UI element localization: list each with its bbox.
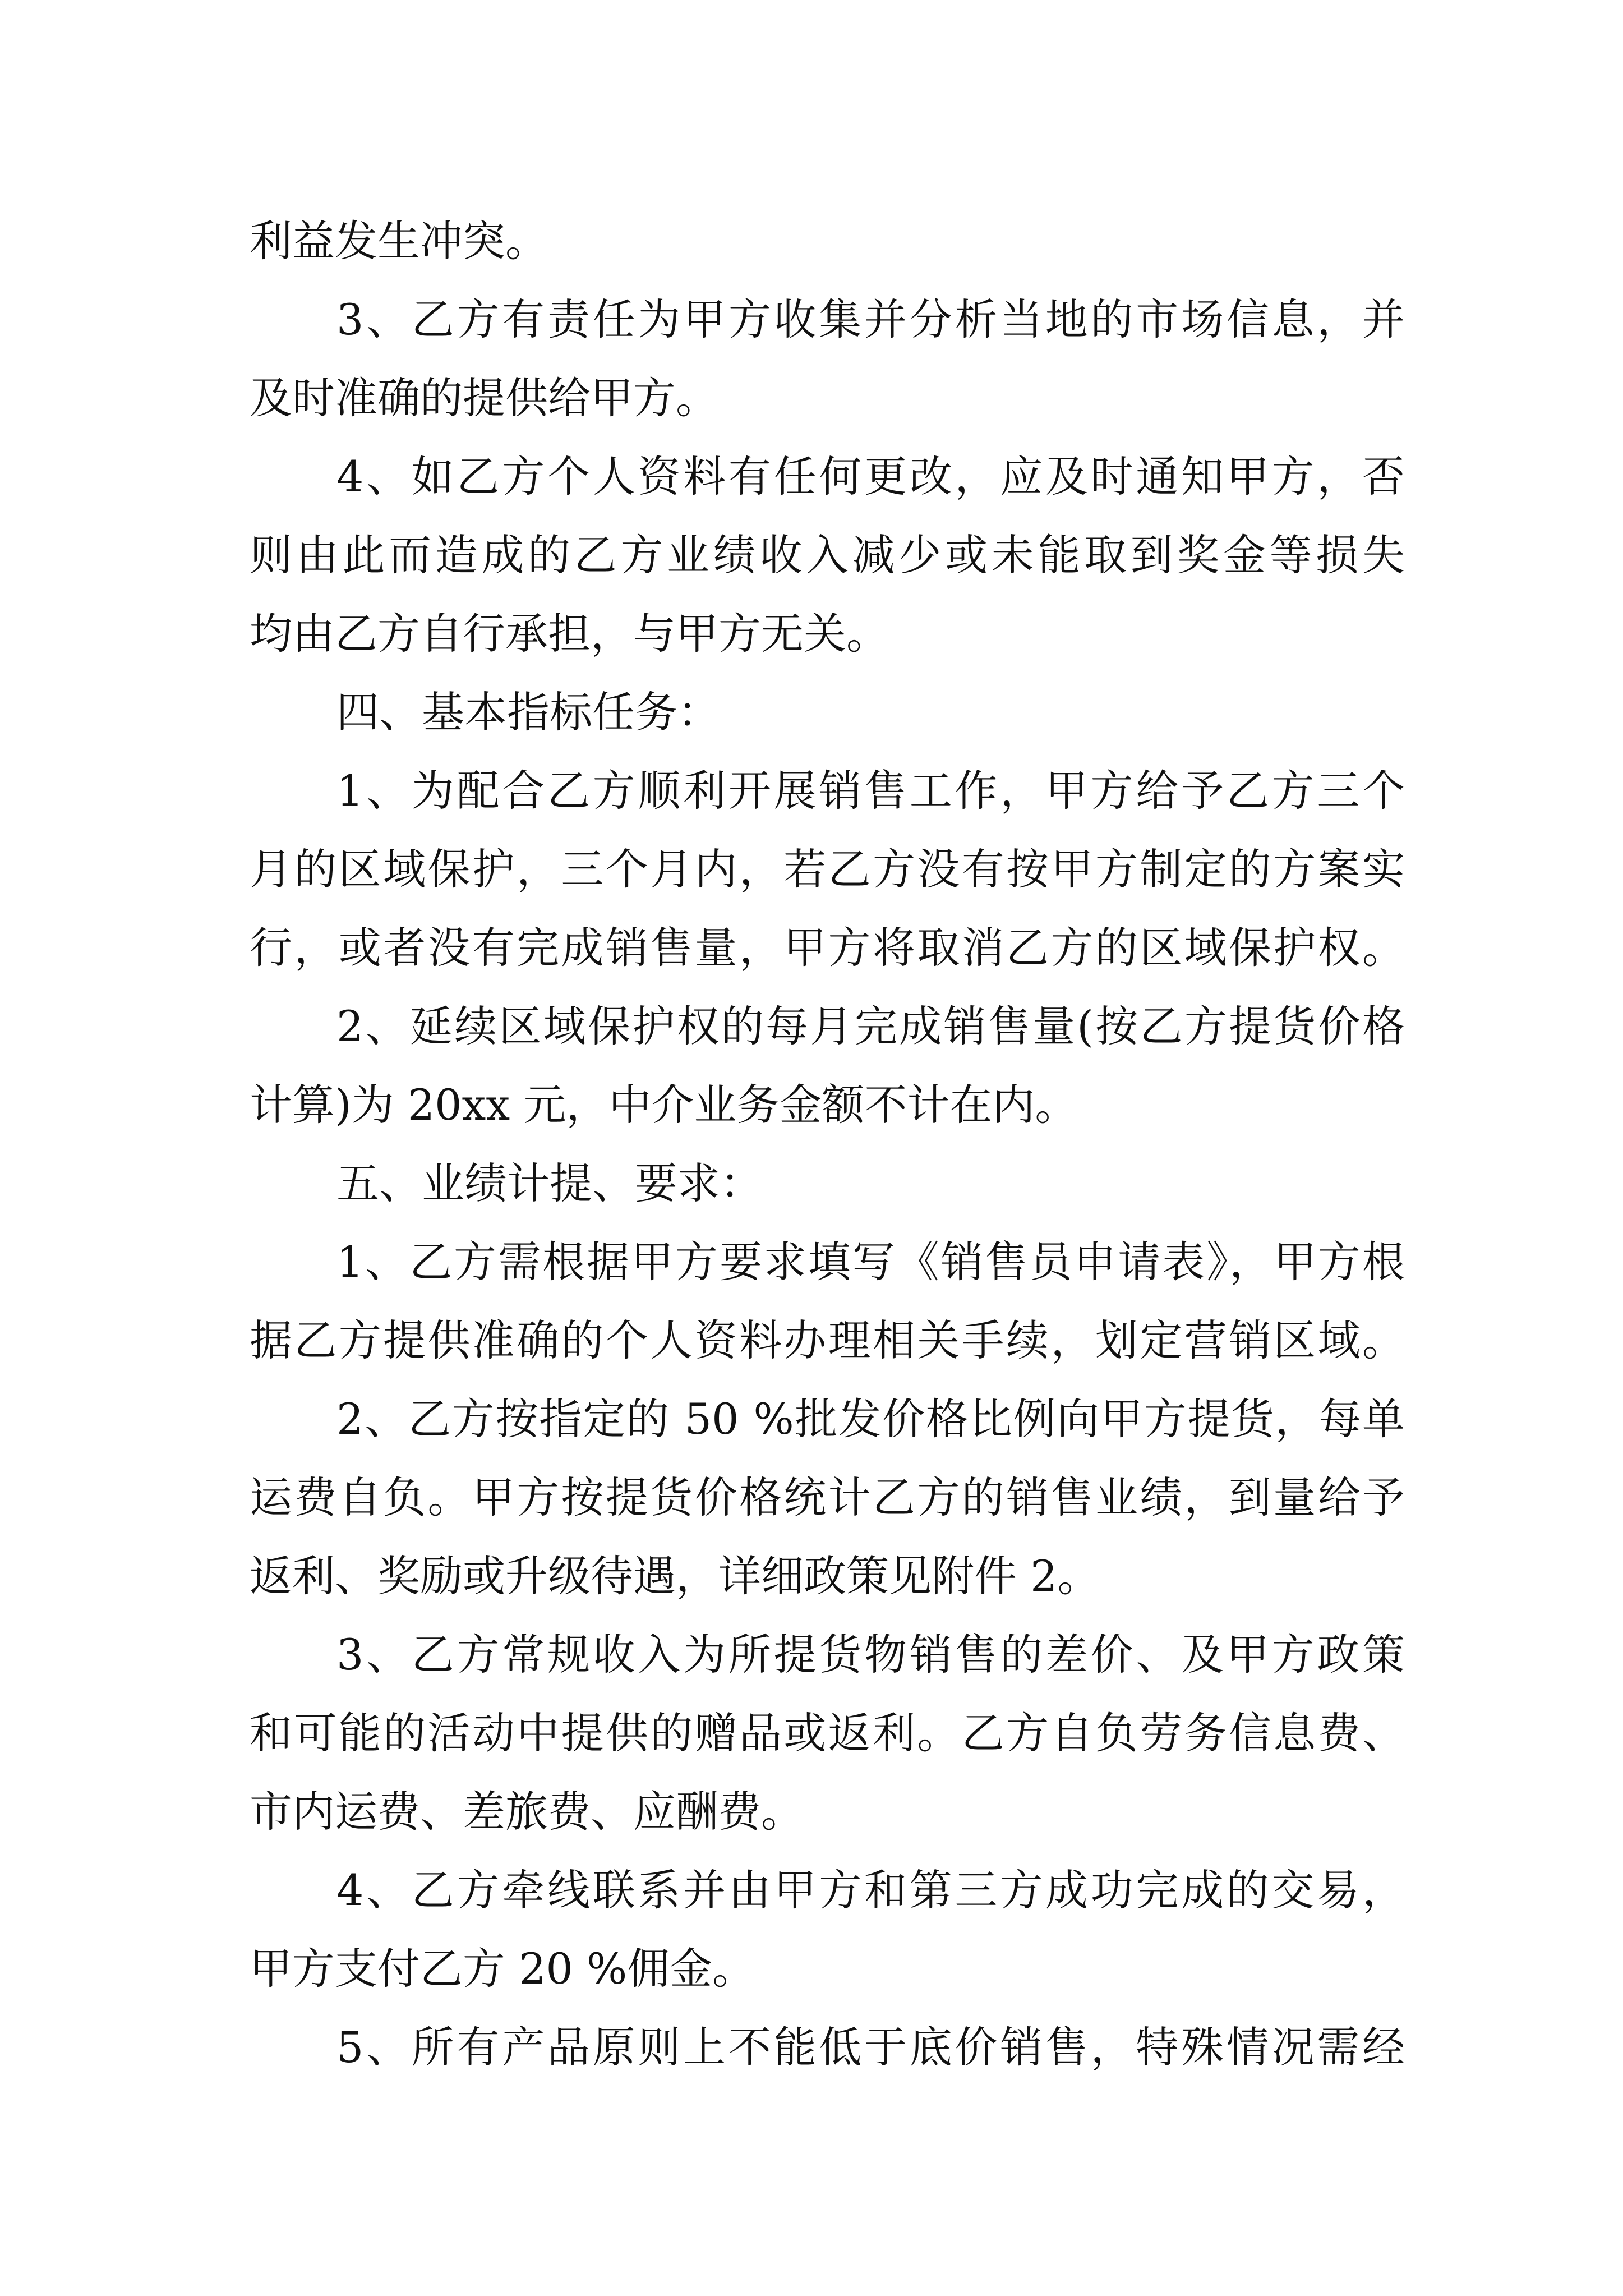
text-line: 1、乙方需根据甲方要求填写《销售员申请表》，甲方根	[336, 1237, 1405, 1287]
section-heading: 四、基本指标任务：	[336, 687, 720, 737]
text-line: 2、延续区域保护权的每月完成销售量(按乙方提货价格	[336, 1001, 1405, 1051]
text-line: 均由乙方自行承担，与甲方无关。	[250, 609, 889, 659]
text-line: 月的区域保护，三个月内，若乙方没有按甲方制定的方案实	[250, 844, 1405, 894]
text-line: 4、如乙方个人资料有任何更改，应及时通知甲方，否	[336, 452, 1405, 501]
text-line: 则由此而造成的乙方业绩收入减少或未能取到奖金等损失	[250, 530, 1405, 580]
text-line: 利益发生冲突。	[250, 216, 548, 266]
section-heading: 五、业绩计提、要求：	[336, 1158, 763, 1208]
text-line: 5、所有产品原则上不能低于底价销售，特殊情况需经	[336, 2022, 1405, 2072]
text-line: 和可能的活动中提供的赠品或返利。乙方自负劳务信息费、	[250, 1708, 1405, 1758]
text-line: 计算)为 20xx 元，中介业务金额不计在内。	[250, 1080, 1078, 1130]
text-line: 行，或者没有完成销售量，甲方将取消乙方的区域保护权。	[250, 923, 1405, 973]
text-line: 返利、奖励或升级待遇，详细政策见附件 2。	[250, 1551, 1100, 1601]
text-line: 4、乙方牵线联系并由甲方和第三方成功完成的交易，	[336, 1865, 1405, 1915]
text-line: 运费自负。甲方按提货价格统计乙方的销售业绩，到量给予	[250, 1473, 1405, 1522]
text-line: 2、乙方按指定的 50 %批发价格比例向甲方提货，每单	[336, 1394, 1405, 1444]
text-line: 及时准确的提供给甲方。	[250, 373, 718, 423]
text-line: 1、为配合乙方顺利开展销售工作，甲方给予乙方三个	[336, 766, 1405, 816]
text-line: 据乙方提供准确的个人资料办理相关手续，划定营销区域。	[250, 1315, 1405, 1365]
text-line: 市内运费、差旅费、应酬费。	[250, 1787, 804, 1837]
text-line: 甲方支付乙方 20 %佣金。	[250, 1944, 755, 1994]
text-line: 3、乙方常规收入为所提货物销售的差价、及甲方政策	[336, 1630, 1405, 1680]
text-line: 3、乙方有责任为甲方收集并分析当地的市场信息，并	[336, 295, 1405, 344]
